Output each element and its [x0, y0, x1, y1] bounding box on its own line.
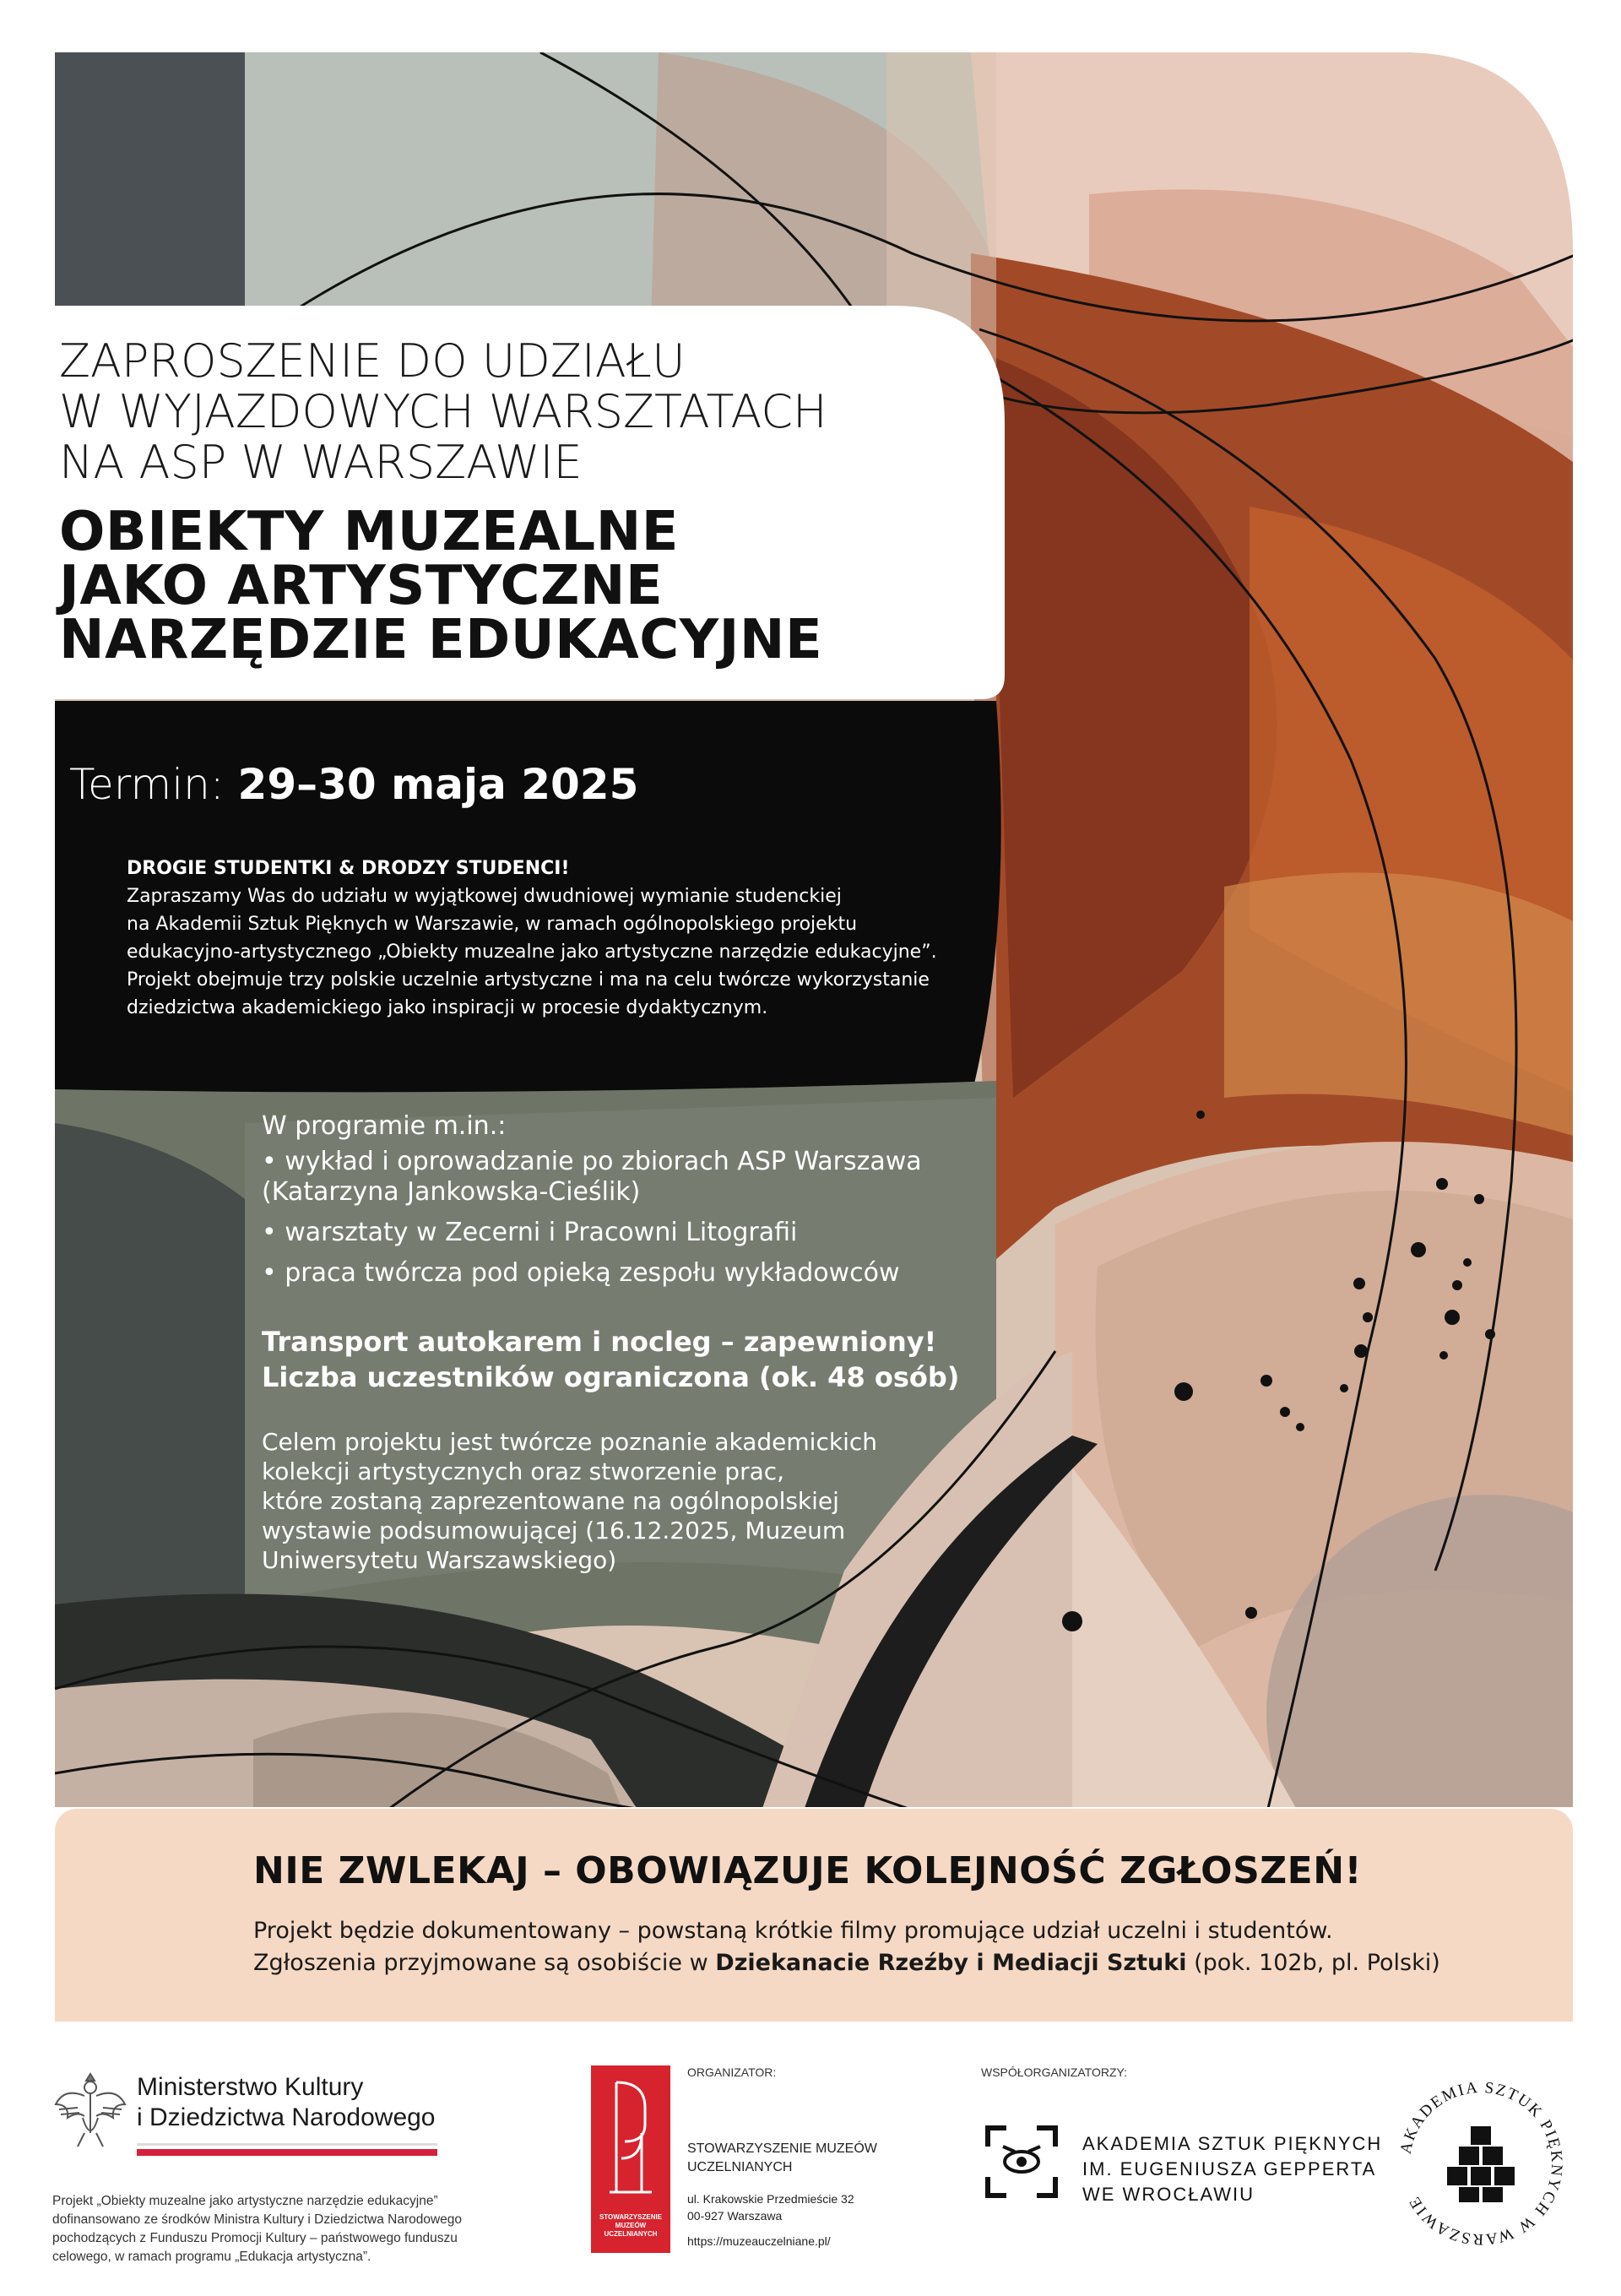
project-title — [59, 501, 823, 671]
organizer-name-line-2: UCZELNIANYCH — [687, 2160, 793, 2174]
cta-line-2 — [253, 1947, 1440, 1979]
capacity-note: Liczba uczestników ograniczona (ok. 48 osób) — [262, 1361, 960, 1393]
funding-line: celowego, w ramach programu „Edukacja artystyczna”. — [52, 2250, 371, 2264]
date-value: 29–30 maja 2025 — [237, 760, 639, 809]
sm-caption-line: MUZEÓW — [615, 2222, 647, 2229]
coorganizers-label: WSPÓŁORGANIZATORZY: — [981, 2065, 1127, 2079]
goal-block — [262, 1427, 877, 1575]
funding-note — [52, 2192, 462, 2266]
invite-line-1: ZAPROSZENIE DO UDZIAŁU — [59, 334, 686, 388]
cta-details — [253, 1915, 1440, 1979]
sm-logo-caption — [591, 2213, 670, 2239]
organizer-name-line-1: STOWARZYSZENIE MUZEÓW — [687, 2141, 877, 2156]
title-line-2: JAKO ARTYSTYCZNE — [59, 555, 664, 617]
wroclaw-asp-logo-icon — [981, 2121, 1062, 2202]
ministry-line-2: i Dziedzictwa Narodowego — [137, 2103, 436, 2131]
goal-line: wystawie podsumowującej (16.12.2025, Muzeum — [262, 1517, 846, 1544]
cta-location: Dziekanacie Rzeźby i Mediacji Sztuki — [715, 1950, 1187, 1976]
organizer-name — [687, 2140, 877, 2177]
organizer-city: 00-927 Warszawa — [687, 2209, 783, 2223]
cta-headline: NIE ZWLEKAJ – OBOWIĄZUJE KOLEJNOŚĆ ZGŁOSZEŃ! — [253, 1849, 1363, 1892]
sm-monogram-icon — [591, 2065, 670, 2209]
intro-greeting: DROGIE STUDENTKI & DRODZY STUDENCI! — [127, 858, 570, 879]
date-label: Termin: — [69, 760, 225, 809]
organizer-address — [687, 2190, 854, 2224]
sm-caption-line: STOWARZYSZENIE — [599, 2213, 663, 2221]
ministry-name — [137, 2072, 436, 2133]
goal-line: Celem projektu jest twórcze poznanie akademickich — [262, 1428, 877, 1456]
intro-block — [127, 855, 937, 1022]
organizer-street: ul. Krakowskie Przedmieście 32 — [687, 2192, 854, 2206]
cta-line-1: Projekt będzie dokumentowany – powstaną krótkie filmy promujące udział uczelni i studentów. — [253, 1918, 1333, 1944]
funding-line: pochodzących z Funduszu Promocji Kultury – państwowego funduszu — [52, 2231, 458, 2245]
ministry-line-1: Ministerstwo Kultury — [137, 2073, 364, 2101]
sm-logo — [591, 2065, 670, 2253]
invite-line-3: NA ASP W WARSZAWIE — [59, 436, 583, 489]
organizer-url[interactable]: https://muzeauczelniane.pl/ — [687, 2234, 831, 2248]
program-block — [262, 1111, 922, 1289]
flag-stripe-red — [137, 2149, 437, 2156]
funding-line: dofinansowano ze środków Ministra Kultury i Dziedzictwa Narodowego — [52, 2212, 463, 2227]
intro-line: Zapraszamy Was do udziału w wyjątkowej dwudniowej wymianie studenckiej — [127, 886, 842, 907]
cta-line-2-prefix: Zgłoszenia przyjmowane są osobiście w — [253, 1950, 716, 1976]
goal-line: Uniwersytetu Warszawskiego) — [262, 1546, 617, 1574]
logistics-block — [262, 1324, 959, 1395]
invite-heading — [59, 336, 827, 488]
title-line-3: NARZĘDZIE EDUKACYJNE — [59, 609, 823, 671]
sm-caption-line: UCZELNIANYCH — [604, 2230, 658, 2238]
invite-line-2: W WYJAZDOWYCH WARSZTATACH — [59, 385, 827, 438]
program-item-1-speaker: (Katarzyna Jankowska-Cieślik) — [262, 1177, 641, 1207]
title-line-1: OBIEKTY MUZEALNE — [59, 501, 679, 563]
organizer-label: ORGANIZATOR: — [687, 2065, 777, 2079]
wroclaw-asp-name — [1082, 2131, 1382, 2207]
wroclaw-line-1: AKADEMIA SZTUK PIĘKNYCH — [1082, 2133, 1383, 2154]
intro-line: edukacyjno-artystycznego „Obiekty muzealne jako artystyczne narzędzie edukacyjne”. — [127, 942, 937, 963]
asp-ring-text: AKADEMIA SZTUK PIĘKNYCH W WARSZAWIE — [1396, 2078, 1566, 2249]
asp-cube-icon — [1447, 2126, 1515, 2202]
cta-line-2-suffix: (pok. 102b, pl. Polski) — [1186, 1950, 1440, 1976]
goal-line: które zostaną zaprezentowane na ogólnopolskiej — [262, 1487, 839, 1515]
wroclaw-line-2: IM. EUGENIUSZA GEPPERTA — [1082, 2158, 1377, 2179]
wroclaw-line-3: WE WROCŁAWIU — [1082, 2184, 1255, 2205]
intro-line: Projekt obejmuje trzy polskie uczelnie artystyczne i ma na celu twórcze wykorzystanie — [127, 969, 930, 991]
intro-line: na Akademii Sztuk Pięknych w Warszawie, w ramach ogólnopolskiego projektu — [127, 914, 858, 935]
program-heading: W programie m.in.: — [262, 1111, 507, 1141]
polish-eagle-icon — [52, 2067, 128, 2150]
program-item-1: • wykład i oprowadzanie po zbiorach ASP Warszawa — [262, 1147, 922, 1176]
transport-note: Transport autokarem i nocleg – zapewniony! — [262, 1326, 937, 1358]
program-item-2: • warsztaty w Zecerni i Pracowni Litografii — [262, 1218, 798, 1247]
event-date — [69, 760, 638, 809]
funding-line: Projekt „Obiekty muzealne jako artystyczne narzędzie edukacyjne” — [52, 2194, 438, 2208]
program-item-3: • praca twórcza pod opieką zespołu wykładowców — [262, 1258, 900, 1288]
goal-line: kolekcji artystycznych oraz stworzenie prac, — [262, 1457, 785, 1485]
warsaw-asp-logo — [1388, 2071, 1574, 2256]
intro-line: dziedzictwa akademickiego jako inspiracji w procesie dydaktycznym. — [127, 997, 768, 1018]
